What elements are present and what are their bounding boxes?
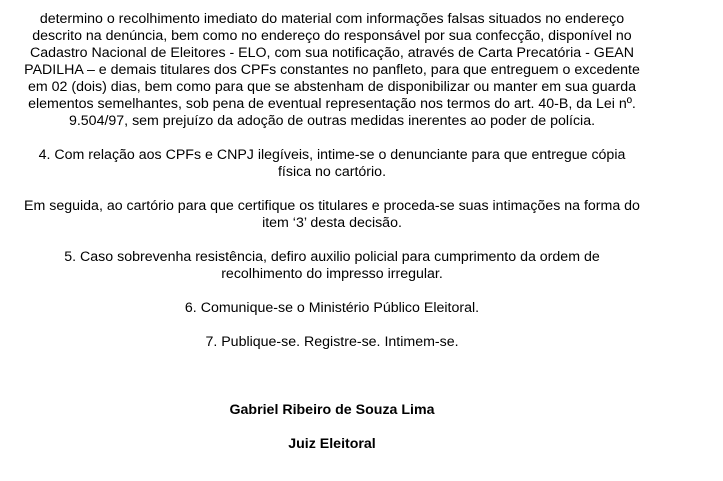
paragraph-item-5: 5. Caso sobrevenha resistência, defiro auxilio policial para cumprimento da ordem de recolhimento do impresso irregular.: [64, 249, 600, 282]
paragraph-followup: Em seguida, ao cartório para que certifique os titulares e proceda-se suas intimações na forma do item ‘3’ desta decisão.: [24, 198, 640, 231]
signature-title: Juiz Eleitoral: [288, 436, 376, 452]
paragraph-determination: determino o recolhimento imediato do material com informações falsas situados no endereço descrito na denúncia, bem como no endereço do responsável por sua confecção, disponível no Cadastro Nacional de Eleitores - ELO, com sua notificação, através de Carta Precatória - GEAN PADILHA – e demais titulares dos CPFs constantes no panfleto, para que entreguem o excedente em 02 (dois) dias, bem como para que se abstenham de disponibilizar ou manter em sua guarda elementos semelhantes, sob pena de eventual representação nos termos do art. 40-B, da Lei nº. 9.504/97, sem prejuízo da adoção de outras medidas inerentes ao poder de polícia.: [24, 11, 640, 129]
signature-spacer: [22, 368, 642, 402]
paragraph-item-7: 7. Publique-se. Registre-se. Intimem-se.: [205, 334, 459, 350]
signature-name: Gabriel Ribeiro de Souza Lima: [229, 402, 435, 418]
paragraph-item-6: 6. Comunique-se o Ministério Público Eleitoral.: [184, 300, 480, 316]
paragraph-item-4: 4. Com relação aos CPFs e CNPJ ilegíveis, intime-se o denunciante para que entregue cópia física no cartório.: [38, 147, 626, 180]
document-body: [22, 11, 642, 470]
